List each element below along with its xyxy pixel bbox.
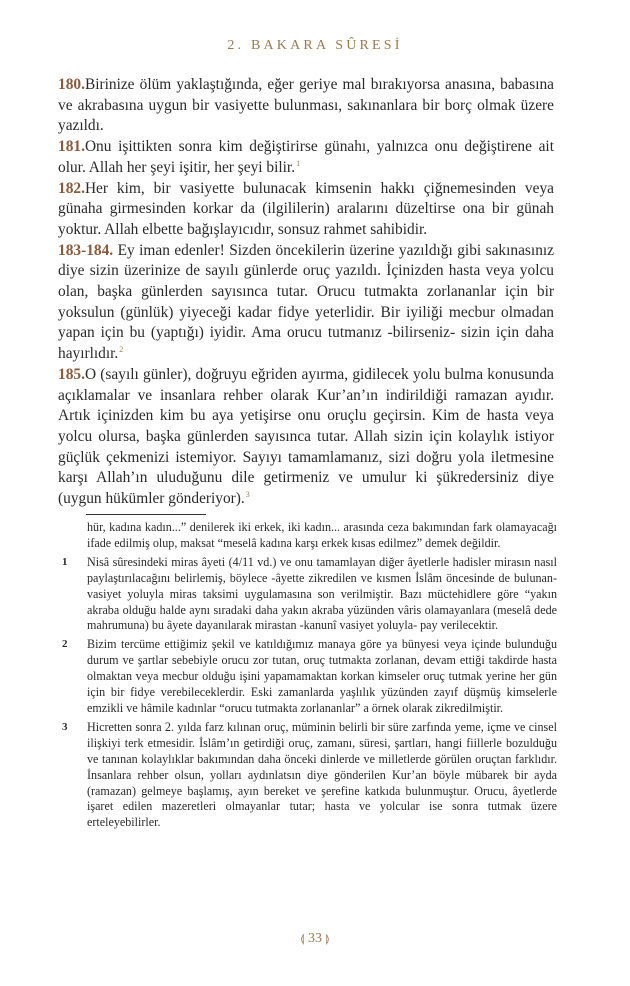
verse-text: Her kim, bir vasiyette bulunacak kimsenin hakkı çiğnemesinden veya günaha girmesinden korkar da (ilgililerin) aralarını düzeltirse ona bir günah yoktur. Allah elbette bağışlayıcıdır, sonsuz rahmet sahibidir. [58, 179, 554, 238]
verse-185 [58, 365, 554, 510]
footnote-divider [86, 514, 206, 515]
footnote-number: 2 [62, 638, 68, 651]
right-ornament-icon: ⟭ [325, 933, 330, 945]
footnote-3 [57, 720, 557, 831]
footnote-number: 1 [62, 555, 68, 568]
verse-text: Onu işittikten sonra kim değiştirirse günahı, yalnızca onu değiştirene ait olur. Allah her şeyi işitir, her şeyi bilir. [58, 138, 554, 176]
footnote-text: Hicretten sonra 2. yılda farz kılınan oruç, müminin belirli bir süre zarfında yeme, içme ve cinsel ilişkiyi terk etmesidir. İslâm’ın getirdiği oruç, zamanı, süresi, şartları, hangi fiillerle bozulduğu ve tanınan kolaylıklar bakımından daha önceki dinlerde ve milletlerde görülen oruçtan farklıdır. İnsanlara rehber olsun, yolları aydınlatsın diye gönderilen Kur’an böyle mübarek bir ayda (ramazan) gelmeye başlamış, ayın bereket ve şerefine katkıda bulunmuştur. Orucu, âyetlerde işaret edilen mazeretleri olmayanlar tutar; hasta ve yolcular ise sonra tutmak üzere erteleyebilirler. [87, 719, 557, 830]
footnotes-block [57, 520, 557, 834]
verse-text: O (sayılı günler), doğruyu eğriden ayırma, gidilecek yolu bulma konusunda açıklamalar ve insanlara rehber olarak Kur’an’ın indirildiği ramazan ayıdır. Artık içinizden kim bu aya yetişirse onu oruçlu geçirsin. Kim de hasta veya yolcu olursa, başka günlerden sayısınca tutar. Allah sizin için kolaylık istiyor güçlük çekmenizi istemiyor. Sayıyı tamamlamanız, sizi doğru yola iletmesine karşı Allah’ın uluduğunu dile getirmeniz ve umulur ki şükredersiniz diye (uygun hükümler gönderiyor). [58, 365, 554, 508]
verse-182 [58, 179, 554, 241]
verse-180 [58, 75, 554, 137]
verse-number: 181. [58, 138, 85, 156]
verse-number: 185. [58, 365, 85, 383]
footnote-ref[interactable]: 3 [245, 490, 250, 500]
verse-181 [58, 137, 554, 178]
footnote-text: hür, kadına kadın...” denilerek iki erkek, iki kadın... arasında ceza bakımından fark olamayacağı ifade edilmiş olup, maksat “meselâ kadına karşı erkek kısas edilmez” demek değildir. [87, 520, 557, 550]
verse-block [58, 75, 554, 510]
verse-183-184 [58, 241, 554, 365]
left-ornament-icon: ⟬ [300, 933, 305, 945]
verse-number: 183-184. [58, 241, 114, 259]
footnote-2 [57, 637, 557, 717]
verse-number: 182. [58, 179, 85, 197]
footnote-text: Bizim tercüme ettiğimiz şekil ve katıldığımız manaya göre ya bünyesi veya içinde bulunduğu durum ve şartlar sebebiyle orucu zor tutan, oruç tutmakta zorlanan, devam ettiği takdirde hasta olmaktan veya mecbur olduğu işini yapamamaktan korkan kimseler oruç tutmak yerine her gün için bir fidye verebileceklerdir. Eski zamanlarda yaşlılık yüzünden zayıf düşmüş kimselerle emzikli ve hâmile kadınlar “orucu tutmakta zorlananlar” a örnek olarak zikredilmiştir. [87, 637, 557, 715]
page-number [0, 931, 630, 947]
footnote-continued [57, 520, 557, 552]
footnote-ref[interactable]: 1 [296, 158, 301, 168]
verse-number: 180. [58, 76, 85, 93]
verse-text: Ey iman edenler! Sizden öncekilerin üzerine yazıldığı gibi sakınasınız diye sizin üzerinize de sayılı günlerde oruç yazıldı. İçinizden hasta veya yolcu olan, başka günlerden sayısınca tutar. Orucu tutmakta zorlananlar için bir yoksulun (günlük) yiyeceği kadar fidye yeterlidir. Bir iyiliği mecbur olmadan yapan için bu (yaptığı) iyidir. Ama orucu tutmanız -bilirseniz- sizin için daha hayırlıdır. [58, 241, 554, 363]
footnote-text: Nisâ sûresindeki miras âyeti (4/11 vd.) ve onu tamamlayan diğer âyetlerle hadisler mirasın nasıl paylaştırılacağını belirlemiş, böylece -âyette zikredilen ve kısmen İslâm öncesinde de bulunan- vasiyet yoluyla miras taksimi uygulamasına son verilmiştir. Bazı müctehidlere göre “yakın akraba olduğu halde aynı sıradaki daha yakın akraba yüzünden vâris olamayanlara (meselâ dede mahrumuna) bu âyete dayanılarak mirastan -kanunî vasiyet yoluyla- pay verilecektir. [87, 554, 557, 633]
footnote-ref[interactable]: 2 [119, 345, 124, 355]
page-number-value: 33 [308, 931, 322, 946]
chapter-header: 2. BAKARA SÛRESİ [227, 38, 403, 53]
verse-text: Birinize ölüm yaklaştığında, eğer geriye mal bırakıyorsa anasına, babasına ve akrabasına uygun bir vasiyette bulunması, sakınanlara bir borç olmak üzere yazıldı. [58, 76, 554, 135]
footnote-number: 3 [62, 720, 68, 733]
footnote-1 [57, 555, 557, 635]
